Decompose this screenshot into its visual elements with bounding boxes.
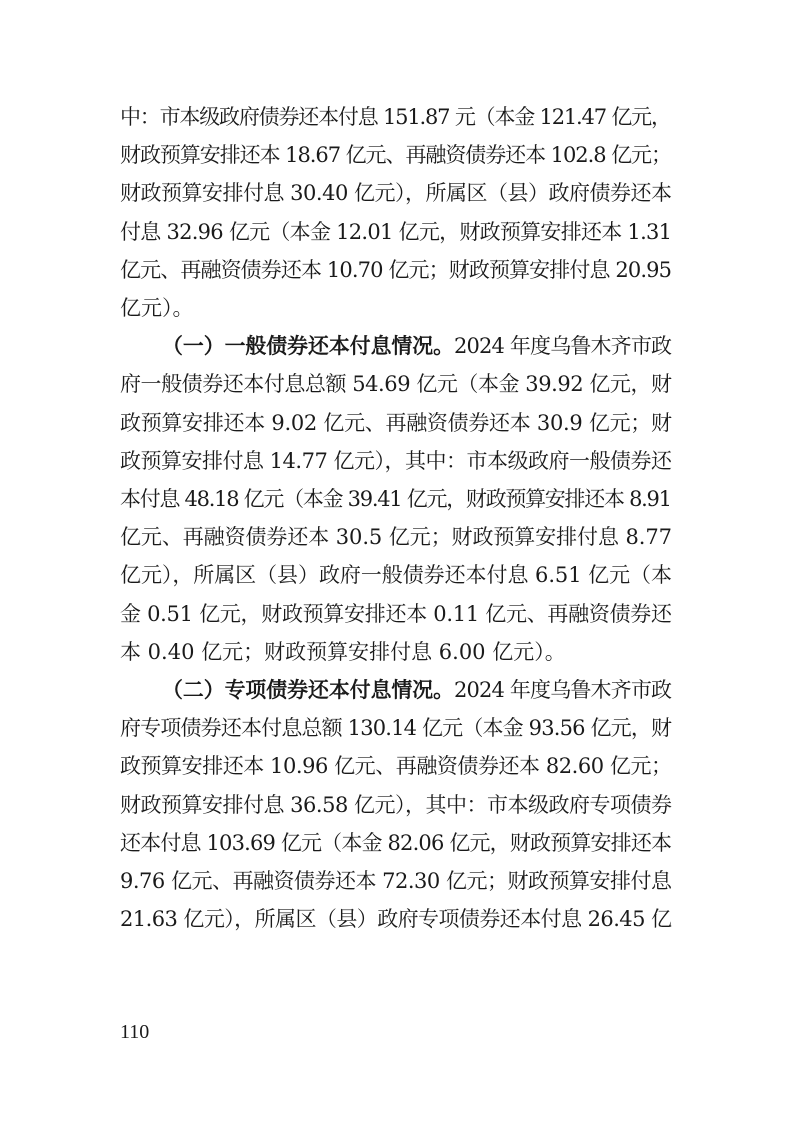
- line-text: 9.76 亿元、再融资债券还本 72.30 亿元；财政预算安排付息: [120, 869, 672, 893]
- line-text: 本 0.40 亿元；财政预算安排付息 6.00 亿元）。: [120, 639, 566, 664]
- line-text: 政预算安排付息 14.77 亿元），其中：市本级政府一般债券还: [120, 448, 672, 473]
- line-text: 亿元、再融资债券还本 10.70 亿元；财政预算安排付息 20.95: [120, 257, 672, 282]
- line-text: 财政预算安排付息 36.58 亿元），其中：市本级政府专项债券: [120, 792, 672, 817]
- line-text: 21.63 亿元），所属区（县）政府专项债券还本付息 26.45 亿: [120, 907, 672, 932]
- line-text: 政预算安排还本 10.96 亿元、再融资债券还本 82.60 亿元；: [120, 754, 672, 779]
- text-line: [0, 594, 793, 634]
- line-text: 本付息 48.18 亿元（本金 39.41 亿元，财政预算安排还本 8.91: [120, 487, 671, 511]
- text-line: [0, 861, 793, 901]
- line-text: 2024 年度乌鲁木齐市政: [454, 334, 672, 359]
- line-text: 还本付息 103.69 亿元（本金 82.06 亿元，财政预算安排还本: [120, 830, 672, 855]
- page-number: 110: [120, 1021, 150, 1043]
- section-heading-special: （二）专项债券还本付息情况。: [162, 678, 454, 702]
- text-line-special-heading: [0, 670, 793, 710]
- line-text: 金 0.51 亿元，财政预算安排还本 0.11 亿元、再融资债券还: [120, 601, 672, 626]
- text-line: [0, 899, 793, 939]
- line-text: 付息 32.96 亿元（本金 12.01 亿元，财政预算安排还本 1.31: [120, 219, 672, 244]
- line-text: 府专项债券还本付息总额 130.14 亿元（本金 93.56 亿元，财: [120, 716, 672, 741]
- text-line: [0, 517, 793, 557]
- text-line: [0, 135, 793, 175]
- text-line: [0, 479, 793, 519]
- line-text: 亿元）。: [120, 296, 194, 320]
- text-line: [0, 364, 793, 404]
- text-line: [0, 823, 793, 863]
- line-text: 府一般债券还本付息总额 54.69 亿元（本金 39.92 亿元，财: [120, 372, 672, 397]
- text-line: [0, 708, 793, 748]
- text-line-general-heading: [0, 326, 793, 366]
- line-text: 亿元），所属区（县）政府一般债券还本付息 6.51 亿元（本: [120, 563, 672, 588]
- line-text: 政预算安排还本 9.02 亿元、再融资债券还本 30.9 亿元；财: [120, 410, 672, 435]
- text-line: [0, 632, 793, 672]
- text-line: [0, 555, 793, 595]
- section-heading-general: （一）一般债券还本付息情况。: [162, 334, 454, 359]
- line-text: 中：市本级政府债券还本付息 151.87 元（本金 121.47 亿元，: [120, 105, 671, 129]
- line-text: 亿元、再融资债券还本 30.5 亿元；财政预算安排付息 8.77: [120, 525, 672, 550]
- line-text: 财政预算安排还本 18.67 亿元、再融资债券还本 102.8 亿元；: [120, 143, 671, 168]
- text-line: [0, 97, 793, 137]
- text-line: [0, 403, 793, 443]
- text-line: [0, 746, 793, 786]
- text-line: [0, 250, 793, 290]
- text-line: [0, 785, 793, 825]
- text-line: [0, 212, 793, 252]
- line-text: 财政预算安排付息 30.40 亿元），所属区（县）政府债券还本: [120, 181, 672, 206]
- text-line: [0, 441, 793, 481]
- text-line: [0, 173, 793, 213]
- line-text: 2024 年度乌鲁木齐市政: [454, 678, 672, 702]
